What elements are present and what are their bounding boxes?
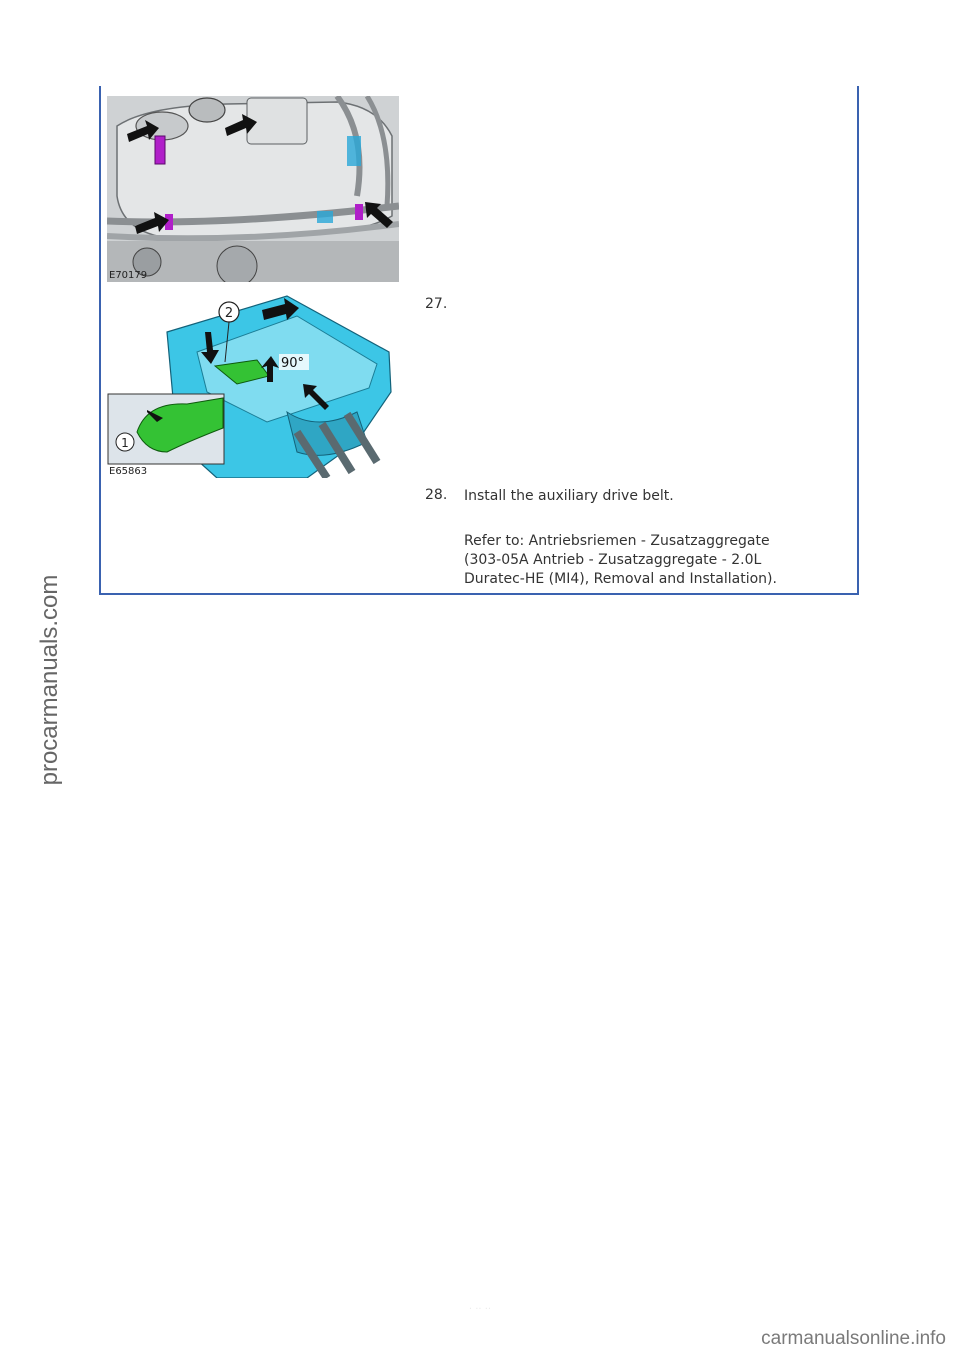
- step-number: 28.: [425, 487, 448, 503]
- callout-1: 1: [121, 436, 129, 450]
- figure-code: E70179: [109, 270, 148, 281]
- footer-watermark: carmanualsonline.info: [761, 1328, 946, 1349]
- step-reference-line: (303-05A Antrieb - Zusatzaggregate - 2.0L: [464, 552, 762, 568]
- engine-top-illustration: [107, 96, 399, 282]
- figure-code: E65863: [109, 466, 148, 477]
- sidebar-watermark: procarmanuals.com: [36, 574, 63, 786]
- callout-2: 2: [224, 306, 234, 321]
- step-number: 27.: [425, 296, 448, 312]
- page-number: · ·· ··: [468, 1304, 492, 1315]
- cam-cover-drawing: [107, 292, 399, 478]
- cam-cover-illustration: [107, 292, 399, 478]
- engine-top-drawing: [107, 96, 399, 282]
- step-text: Install the auxiliary drive belt.: [464, 488, 674, 504]
- step-reference-line: Duratec-HE (MI4), Removal and Installation).: [464, 571, 777, 587]
- angle-label: 90°: [281, 356, 305, 371]
- step-reference-line: Refer to: Antriebsriemen - Zusatzaggregate: [464, 533, 770, 549]
